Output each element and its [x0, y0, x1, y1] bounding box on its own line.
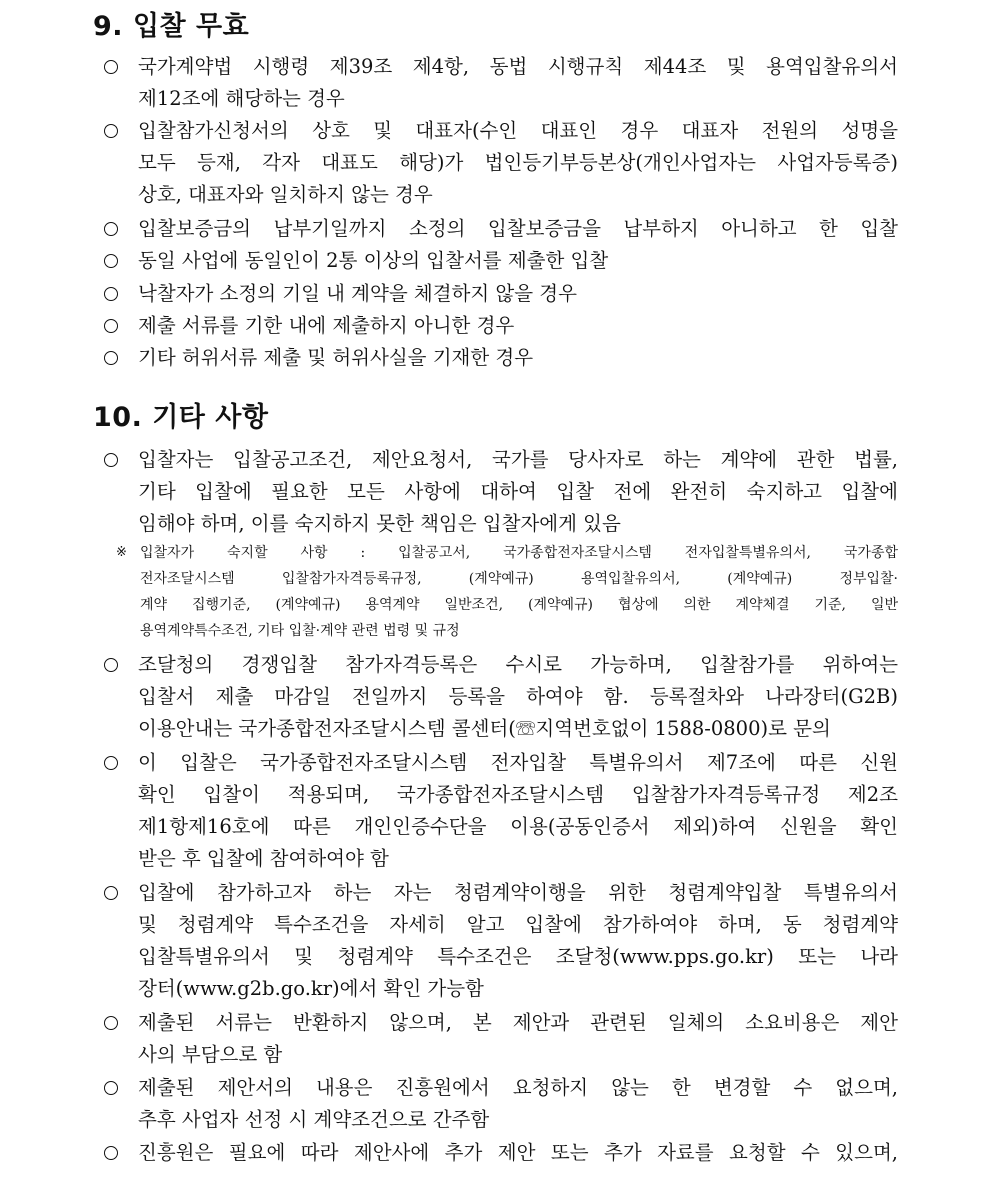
circle-bullet-icon: [104, 351, 118, 365]
item-line: 기타 허위서류 제출 및 허위사실을 기재한 경우: [138, 346, 534, 369]
circle-bullet-icon: [104, 1016, 118, 1030]
item-line: 조달청의 경쟁입찰 참가자격등록은 수시로 가능하며, 입찰참가를 위하여는: [138, 653, 898, 676]
circle-bullet-icon: [104, 658, 118, 672]
item-line: 진흥원은 필요에 따라 제안사에 추가 제안 또는 추가 자료를 요청할 수 있으며,: [138, 1141, 898, 1164]
item-line: 이용안내는 국가종합전자조달시스템 콜센터(☏지역번호없이 1588-0800)로 문의: [138, 717, 831, 740]
circle-bullet-icon: [104, 886, 118, 900]
circle-bullet-icon: [104, 222, 118, 236]
item-line: 입찰참가신청서의 상호 및 대표자(수인 대표인 경우 대표자 전원의 성명을: [138, 119, 898, 142]
item-line: 모두 등재, 각자 대표도 해당)가 법인등기부등본상(개인사업자는 사업자등록증): [138, 151, 898, 174]
item-line: 제12조에 해당하는 경우: [138, 87, 345, 110]
item-line: 제1항제16호에 따른 개인인증수단을 이용(공동인증서 제외)하여 신원을 확인: [138, 815, 898, 838]
reference-mark-icon: ※: [116, 545, 127, 560]
item-line: 임해야 하며, 이를 숙지하지 못한 책임은 입찰자에게 있음: [138, 512, 621, 535]
item-line: 상호, 대표자와 일치하지 않는 경우: [138, 183, 433, 206]
item-line: 확인 입찰이 적용되며, 국가종합전자조달시스템 입찰참가자격등록규정 제2조: [138, 783, 898, 806]
note-line: 전자조달시스템 입찰참가자격등록규정, (계약예규) 용역입찰유의서, (계약예규) 정부입찰·: [140, 571, 898, 587]
item-line: 추후 사업자 선정 시 계약조건으로 간주함: [138, 1108, 490, 1131]
circle-bullet-icon: [104, 319, 118, 333]
circle-bullet-icon: [104, 756, 118, 770]
circle-bullet-icon: [104, 60, 118, 74]
item-line: 제출 서류를 기한 내에 제출하지 아니한 경우: [138, 314, 515, 337]
section-9-heading: 9. 입찰 무효: [93, 11, 250, 42]
circle-bullet-icon: [104, 1081, 118, 1095]
note-line: 계약 집행기준, (계약예규) 용역계약 일반조건, (계약예규) 협상에 의한 계약체결 기준, 일반: [140, 597, 898, 613]
item-line: 받은 후 입찰에 참여하여야 함: [138, 847, 389, 870]
item-line: 및 청렴계약 특수조건을 자세히 알고 입찰에 참가하여야 하며, 동 청렴계약: [138, 913, 898, 936]
item-line: 장터(www.g2b.go.kr)에서 확인 가능함: [138, 977, 484, 1000]
circle-bullet-icon: [104, 287, 118, 301]
item-line: 입찰보증금의 납부기일까지 소정의 입찰보증금을 납부하지 아니하고 한 입찰: [138, 217, 898, 240]
note-line: 용역계약특수조건, 기타 입찰·계약 관련 법령 및 규정: [140, 623, 460, 639]
item-line: 사의 부담으로 함: [138, 1043, 283, 1066]
item-line: 입찰자는 입찰공고조건, 제안요청서, 국가를 당사자로 하는 계약에 관한 법률,: [138, 448, 898, 471]
item-line: 동일 사업에 동일인이 2통 이상의 입찰서를 제출한 입찰: [138, 249, 609, 272]
section-10-heading: 10. 기타 사항: [93, 402, 269, 433]
item-line: 입찰특별유의서 및 청렴계약 특수조건은 조달청(www.pps.go.kr) 또는 나라: [138, 945, 898, 968]
item-line: 입찰에 참가하고자 하는 자는 청렴계약이행을 위한 청렴계약입찰 특별유의서: [138, 881, 898, 904]
item-line: 낙찰자가 소정의 기일 내 계약을 체결하지 않을 경우: [138, 282, 577, 305]
item-line: 제출된 제안서의 내용은 진흥원에서 요청하지 않는 한 변경할 수 없으며,: [138, 1076, 898, 1099]
circle-bullet-icon: [104, 453, 118, 467]
item-line: 이 입찰은 국가종합전자조달시스템 전자입찰 특별유의서 제7조에 따른 신원: [138, 751, 898, 774]
circle-bullet-icon: [104, 1146, 118, 1160]
item-line: 제출된 서류는 반환하지 않으며, 본 제안과 관련된 일체의 소요비용은 제안: [138, 1011, 898, 1034]
circle-bullet-icon: [104, 124, 118, 138]
item-line: 국가계약법 시행령 제39조 제4항, 동법 시행규칙 제44조 및 용역입찰유의서: [138, 55, 898, 78]
item-line: 입찰서 제출 마감일 전일까지 등록을 하여야 함. 등록절차와 나라장터(G2B): [138, 685, 898, 708]
note-line: 입찰자가 숙지할 사항 : 입찰공고서, 국가종합전자조달시스템 전자입찰특별유의서, 국가종합: [140, 545, 898, 561]
circle-bullet-icon: [104, 254, 118, 268]
item-line: 기타 입찰에 필요한 모든 사항에 대하여 입찰 전에 완전히 숙지하고 입찰에: [138, 480, 898, 503]
